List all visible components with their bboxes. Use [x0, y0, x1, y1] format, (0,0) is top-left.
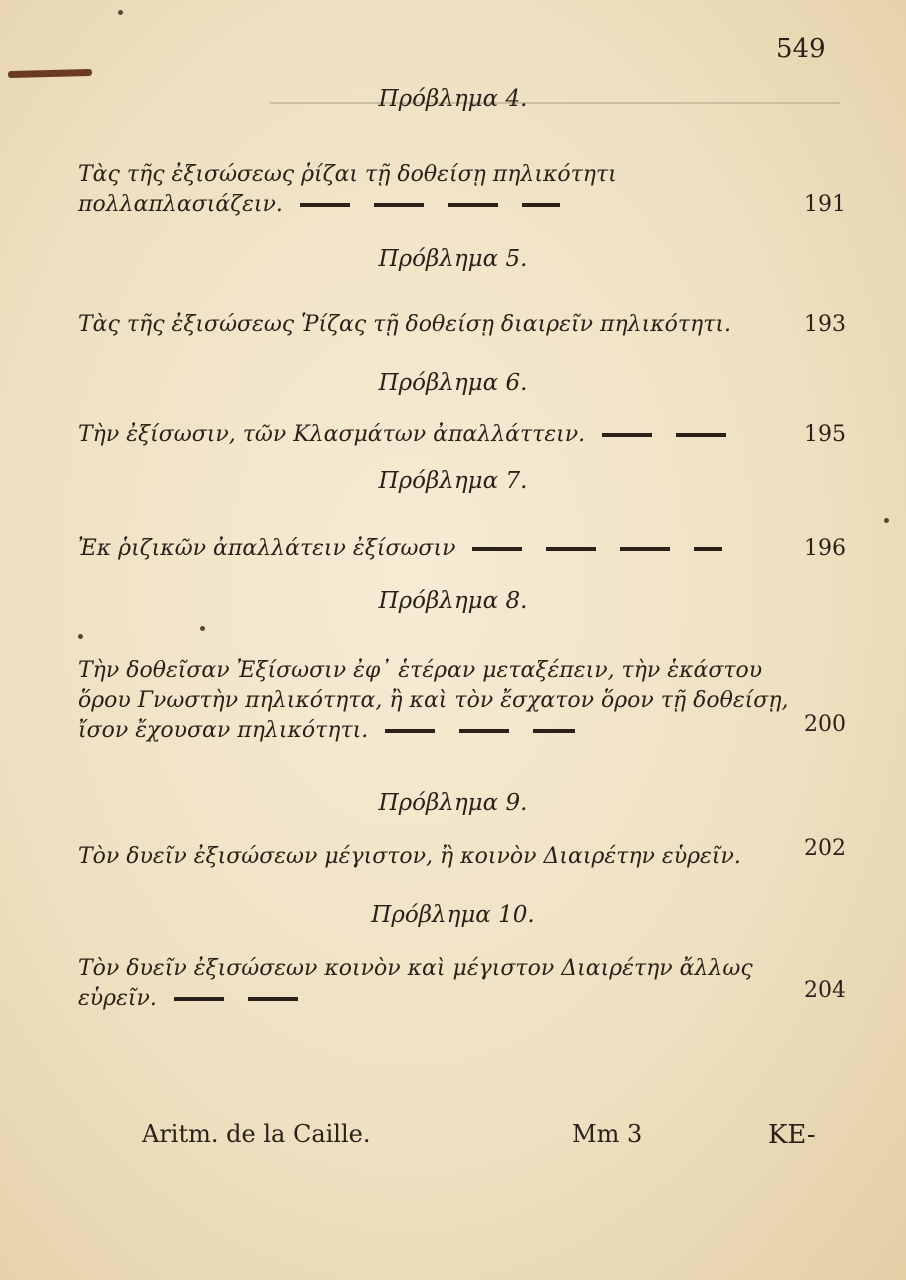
page-reference: 196	[804, 536, 846, 561]
problem-statement: Τὴν δοθεῖσαν Ἐξίσωσιν ἐφ᾽ ἑτέραν μεταξέπειν, τὴν ἑκάστου ὅρου Γνωστὴν πηλικότητα, ἢ καὶ τὸν ἔσχατον ὅρον τῇ δοθείσῃ, ἴσον ἔχουσαν πηλικότητι.	[78, 658, 789, 743]
page-reference: 193	[804, 312, 846, 337]
problem-statement: Τὴν ἐξίσωσιν, τῶν Κλασμάτων ἀπαλλάττειν.	[78, 422, 586, 447]
page-reference: 202	[804, 836, 846, 861]
ink-stain	[8, 69, 92, 78]
problem-text	[78, 842, 818, 872]
problem-statement: Τὸν δυεῖν ἐξισώσεων μέγιστον, ἢ κοινὸν Διαιρέτην εὑρεῖν.	[78, 844, 741, 869]
problem-text	[78, 420, 818, 450]
leader-dashes	[174, 997, 314, 1001]
paper-speck	[78, 634, 83, 639]
leader-dashes	[602, 433, 732, 437]
problem-title: Πρόβλημα 9.	[378, 790, 528, 816]
page-number: 549	[776, 34, 826, 64]
problem-statement: Ἐκ ῥιζικῶν ἀπαλλάτειν ἐξίσωσιν	[78, 536, 456, 561]
problem-text	[78, 656, 818, 746]
problem-statement: Τὸν δυεῖν ἐξισώσεων κοινὸν καὶ μέγιστον Διαιρέτην ἄλλως εὑρεῖν.	[78, 956, 753, 1011]
problem-statement: Τὰς τῆς ἐξισώσεως Ῥίζας τῇ δοθείσῃ διαιρεῖν πηλικότητι.	[78, 312, 732, 337]
catchword: KE-	[768, 1120, 816, 1150]
leader-dashes	[300, 203, 560, 207]
leader-dashes	[385, 729, 575, 733]
paper-speck	[118, 10, 123, 15]
problem-title: Πρόβλημα 10.	[371, 902, 535, 928]
problem-title: Πρόβλημα 8.	[378, 588, 528, 614]
problem-text	[78, 534, 818, 564]
printer-signature: Aritm. de la Caille.	[142, 1120, 371, 1148]
page-reference: 204	[804, 978, 846, 1003]
problem-title: Πρόβλημα 5.	[378, 246, 528, 272]
problem-title: Πρόβλημα 4.	[378, 86, 528, 112]
paper-speck	[884, 518, 889, 523]
signature-mark: Mm 3	[572, 1120, 643, 1148]
leader-dashes	[472, 547, 722, 551]
page-reference: 200	[804, 712, 846, 737]
problem-text	[78, 160, 818, 220]
problem-text	[78, 310, 818, 340]
problem-title: Πρόβλημα 7.	[378, 468, 528, 494]
paper-speck	[200, 626, 205, 631]
page-reference: 195	[804, 422, 846, 447]
problem-text	[78, 954, 818, 1014]
page-reference: 191	[804, 192, 846, 217]
problem-title: Πρόβλημα 6.	[378, 370, 528, 396]
problem-statement: Τὰς τῆς ἐξισώσεως ῥίζαι τῇ δοθείσῃ πηλικότητι πολλαπλασιάζειν.	[78, 162, 617, 217]
